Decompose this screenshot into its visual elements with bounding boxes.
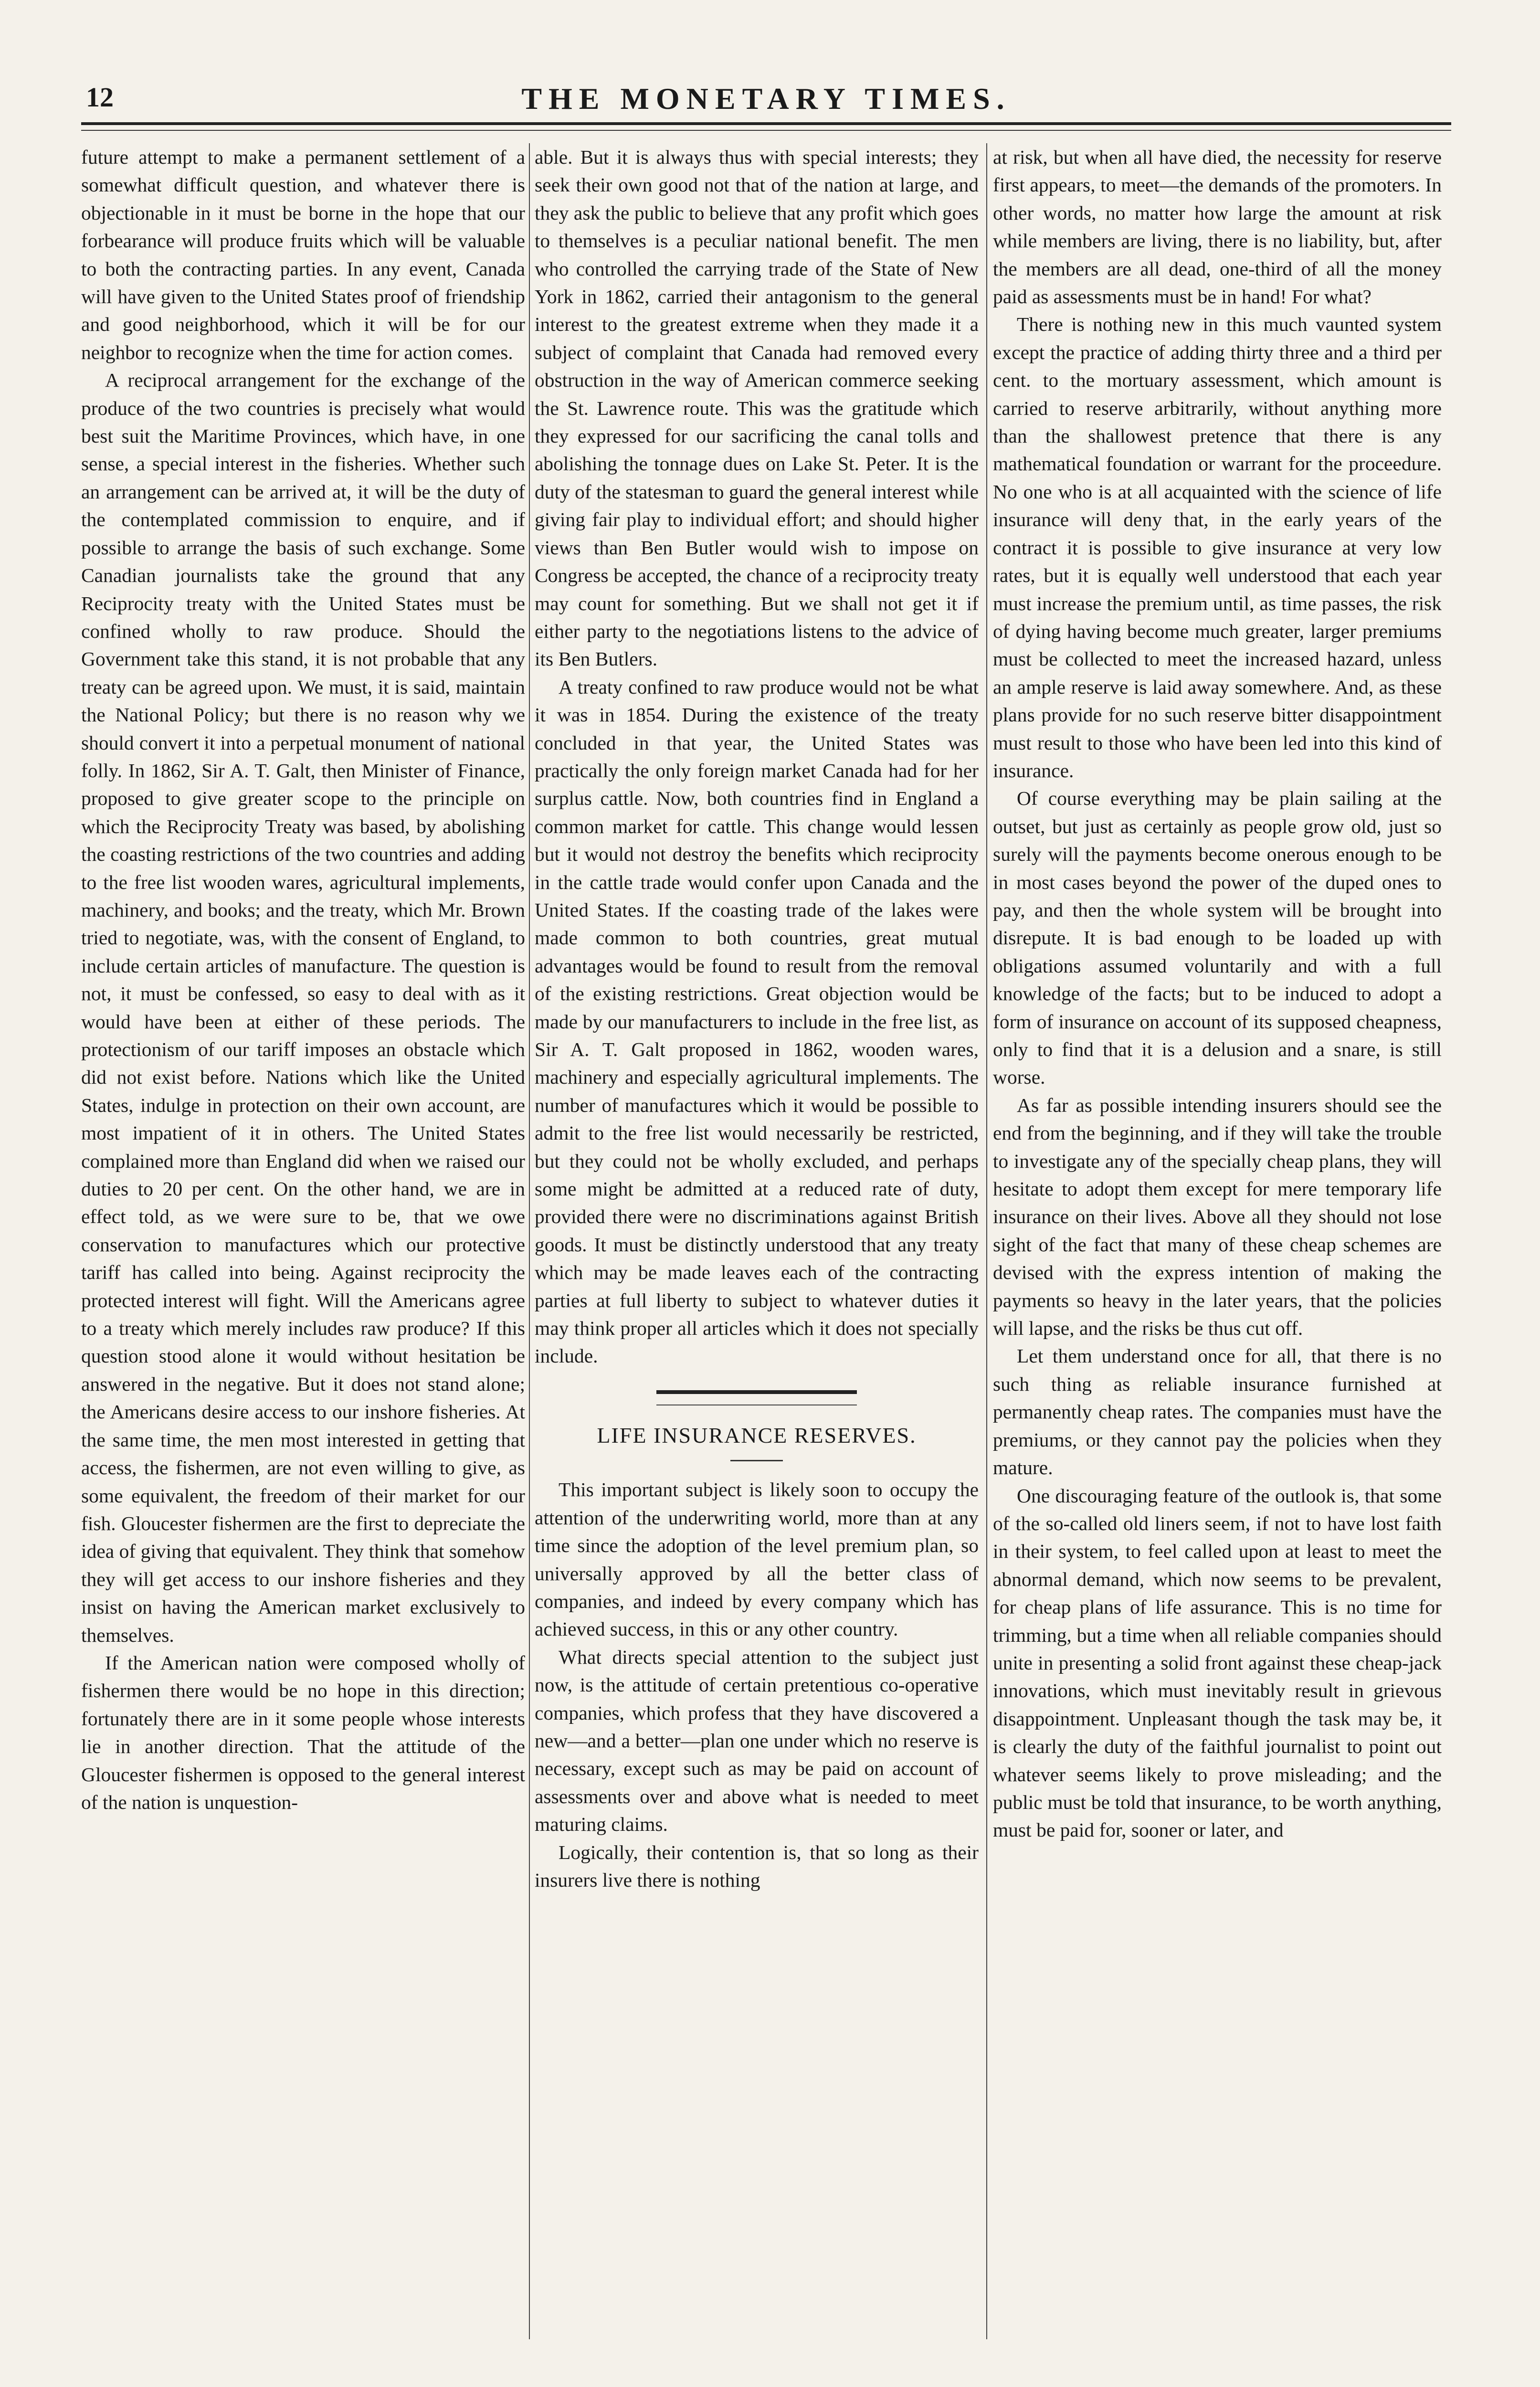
paragraph: A reciprocal arrangement for the exchange of the produce of the two countries is precisely what would best suit the Maritime Provinces, which have, in one sense, a special interest in the fisheries. Whether such an arrangement can be arrived at, it will be the duty of the contemplated commission to enquire, and if possible to arrange the basis of such exchange. Some Canadian journalists take the ground that any Reciprocity treaty with the United States must be confined wholly to raw produce. Should the Government take this stand, it is not probable that any treaty can be agreed upon. We must, it is said, maintain the National Policy; but there is no reason why we should convert it into a perpetual monument of national folly. In 1862, Sir A. T. Galt, then Minister of Finance, proposed to give greater scope to the principle on which the Reciprocity Treaty was based, by abolishing the coasting restrictions of the two countries and adding to the free list wooden wares, agricultural implements, machinery, and books; and the treaty, which Mr. Brown tried to negotiate, was, with the consent of England, to include certain articles of manufacture. The question is not, it must be confessed, so easy to deal with as it would have been at either of these periods. The protectionism of our tariff imposes an obstacle which did not exist before. Nations which like the United States, indulge in protection on their own account, are most impatient of it in others. The United States complained more than England did when we raised our duties to 20 per cent. On the other hand, we are in effect told, as we were sure to be, that we owe conservation to manufactures which our protective tariff has called into being. Against reciprocity the protected interest will fight. Will the Americans agree to a treaty which merely includes raw produce? If this question stood alone it would without hesitation be answered in the negative. But it does not stand alone; the Americans desire access to our inshore fisheries. At the same time, the men most interested in getting that access, the fishermen, are not even willing to give, as some equivalent, the freedom of their market for our fish. Gloucester fishermen are the first to depreciate the idea of giving that equivalent. They think that somehow they will get access to our inshore fisheries and they insist on having the American market exclusively to themselves. (81, 369, 525, 1646)
paragraph: Let them understand once for all, that there is no such thing as reliable insurance furnished at permanently cheap rates. The companies must have the premiums, or they cannot pay the policies when they mature. (993, 1345, 1442, 1479)
paragraph: This important subject is likely soon to occupy the attention of the underwriting world, more than at any time since the adoption of the level premium plan, so universally approved by all the better class of companies, and indeed by every company which has achieved success, in this or any other country. (535, 1479, 979, 1640)
column-divider (529, 143, 530, 2339)
paragraph: A treaty confined to raw produce would not be what it was in 1854. During the existence of the treaty concluded in that year, the United States was practically the only foreign market Canada had for her surplus cattle. Now, both countries find in England a common market for cattle. This change would lessen but it would not destroy the benefits which reciprocity in the cattle trade would confer upon Canada and the United States. If the coasting trade of the lakes were made common to both countries, great mutual advantages would be found to result from the removal of the existing restrictions. Great objection would be made by our manufacturers to include in the free list, as Sir A. T. Galt proposed in 1862, wooden wares, machinery and especially agricultural implements. The number of manufactures which it would be possible to admit to the free list would necessarily be restricted, but they could not be wholly excluded, and perhaps some might be admitted at a reduced rate of duty, provided there were no discriminations against British goods. It must be distinctly understood that any treaty which may be made leaves each of the contracting parties at full liberty to subject to whatever duties it may think proper all articles which it does not specially include. (535, 676, 979, 1367)
page-header (81, 76, 1451, 129)
section-divider (656, 1390, 857, 1394)
column-1 (81, 143, 525, 2339)
paragraph: As far as possible intending insurers should see the end from the beginning, and if they will take the trouble to investigate any of the specially cheap plans, they will hesitate to adopt them except for mere temporary life insurance on their lives. Above all they should not lose sight of the fact that many of these cheap schemes are devised with the express intention of making the payments so heavy in the later years, that the policies will lapse, and the risks be thus cut off. (993, 1094, 1442, 1340)
column-3 (993, 143, 1442, 2339)
journal-title: THE MONETARY TIMES. (521, 82, 1011, 116)
paragraph: One discouraging feature of the outlook is, that some of the so-called old liners seem, if not to have lost faith in their system, to feel called upon at least to meet the abnormal demand, which now seems to be prevalent, for cheap plans of life assurance. This is no time for trimming, but a time when all reliable companies should unite in presenting a solid front against these cheap-jack innovations, which must inevitably result in grievous disappointment. Unpleasant though the task may be, it is clearly the duty of the faithful journalist to point out whatever seems likely to prove misleading; and the public must be told that insurance, to be worth anything, must be paid for, sooner or later, and (993, 1484, 1442, 1841)
column-divider (986, 143, 987, 2339)
paragraph: There is nothing new in this much vaunted system except the practice of adding thirty three and a third per cent. to the mortuary assessment, which amount is carried to reserve arbitrarily, without anything more than the shallowest pretence that there is any mathematical foundation or warrant for the proceedure. No one who is at all acquainted with the science of life insurance will deny that, in the early years of the contract it is possible to give insurance at very low rates, but it is equally well understood that each year must increase the premium until, as time passes, the risk of dying having become much greater, larger premiums must be collected to meet the increased hazard, unless an ample reserve is laid away somewhere. And, as these plans provide for no such reserve bitter disappointment must result to those who have been led into this kind of insurance. (993, 313, 1442, 782)
heading-rule (730, 1460, 783, 1461)
paragraph: able. But it is always thus with special interests; they seek their own good not that of the nation at large, and they ask the public to believe that any profit which goes to themselves is a peculiar national benefit. The men who controlled the carrying trade of the State of New York in 1862, carried their antagonism to the general interest to the greatest extreme when they made it a subject of complaint that Canada had removed every obstruction in the way of American commerce seeking the St. Lawrence route. This was the gratitude which they expressed for our sacrificing the canal tolls and abolishing the tonnage dues on Lake St. Peter. It is the duty of the statesman to guard the general interest while giving fair play to individual effort; and should higher views than Ben Butler would wish to impose on Congress be accepted, the chance of a reciprocity treaty may count for something. But we shall not get it if either party to the negotiations listens to the advice of its Ben Butlers. (535, 146, 979, 670)
header-rule (81, 122, 1451, 125)
page-number: 12 (86, 82, 114, 113)
paragraph: future attempt to make a permanent settlement of a somewhat difficult question, and whatever there is objectionable in it must be borne in the hope that our forbearance will produce fruits which will be valuable to both the contracting parties. In any event, Canada will have given to the United States proof of friendship and good neighborhood, which it will be for our neighbor to recognize when the time for action comes. (81, 146, 525, 363)
header-rule-thin (81, 130, 1451, 131)
paragraph: Of course everything may be plain sailing at the outset, but just as certainly as people grow old, just so surely will the payments become onerous enough to be in most cases beyond the power of the duped ones to pay, and then the whole system will be brought into disrepute. It is bad enough to be loaded up with obligations assumed voluntarily and with a full knowledge of the facts; but to be induced to adopt a form of insurance on account of its supposed cheapness, only to find that it is a delusion and a snare, is still worse. (993, 787, 1442, 1088)
paragraph: Logically, their contention is, that so long as their insurers live there is nothing (535, 1841, 979, 1891)
section-heading: LIFE INSURANCE RESERVES. (597, 1423, 917, 1447)
paragraph: If the American nation were composed wholly of fishermen there would be no hope in this direction; fortunately there are in it some people whose interests lie in another direction. That the attitude of the Gloucester fishermen is opposed to the general interest of the nation is unquestion- (81, 1651, 525, 1813)
column-2 (535, 143, 979, 2339)
paragraph: What directs special attention to the subject just now, is the attitude of certain pretentious co-operative companies, which profess that they have discovered a new—and a better—plan one under which no reserve is necessary, except such as may be paid on account of assessments over and above what is needed to meet maturing claims. (535, 1646, 979, 1836)
paragraph: at risk, but when all have died, the necessity for reserve first appears, to meet—the demands of the promoters. In other words, no matter how large the amount at risk while members are living, there is no liability, but, after the members are all dead, one-third of all the money paid as assessments must be in hand! For what? (993, 146, 1442, 308)
